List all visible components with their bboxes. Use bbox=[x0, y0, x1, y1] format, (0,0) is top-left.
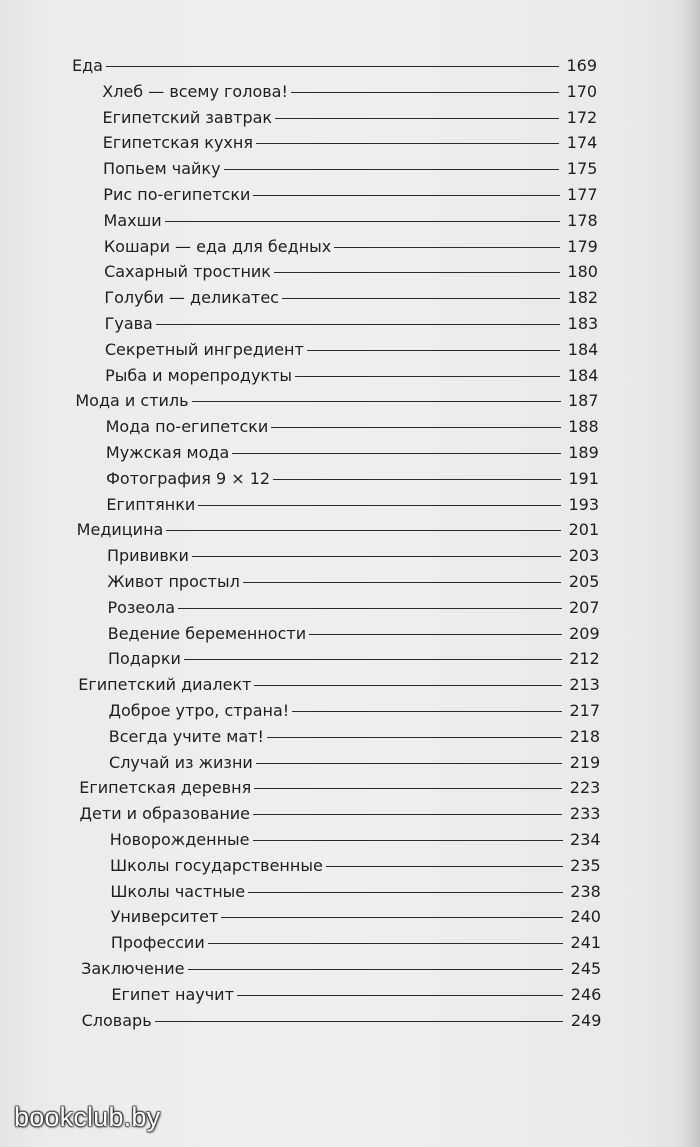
toc-entry-title: Фотография 9 × 12 bbox=[106, 468, 271, 488]
toc-leader-line bbox=[273, 479, 561, 480]
toc-entry-title: Прививки bbox=[106, 546, 189, 566]
toc-subsection bbox=[102, 82, 597, 108]
toc-entry-title: Ведение беременности bbox=[107, 623, 307, 643]
toc-entry-title: Мода по-египетски bbox=[105, 417, 269, 437]
toc-leader-line bbox=[253, 814, 562, 815]
toc-entry-title: Еда bbox=[72, 56, 103, 75]
toc-subsection bbox=[105, 340, 598, 366]
toc-entry-title: Профессии bbox=[110, 933, 205, 953]
toc-leader-line bbox=[243, 582, 562, 583]
toc-page-number: 238 bbox=[570, 881, 601, 901]
toc-page-number: 189 bbox=[568, 443, 599, 462]
toc-entry-title: Подарки bbox=[107, 649, 181, 669]
toc-section bbox=[77, 520, 599, 546]
toc-leader-line bbox=[291, 92, 559, 93]
toc-subsection bbox=[109, 753, 600, 779]
toc-entry-title: Попьем чайку bbox=[103, 159, 221, 179]
toc-leader-line bbox=[253, 195, 559, 196]
toc-leader-line bbox=[156, 324, 560, 325]
toc-entry-title: Живот простыл bbox=[107, 572, 240, 591]
toc-page-number: 209 bbox=[569, 623, 600, 643]
toc-entry-title: Розеола bbox=[107, 597, 176, 617]
toc-leader-line bbox=[254, 685, 561, 686]
toc-entry-title: Мода и стиль bbox=[75, 391, 189, 411]
toc-entry-title: Доброе утро, страна! bbox=[108, 701, 290, 720]
toc-entry-title: Сахарный тростник bbox=[104, 262, 271, 282]
toc-page-number: 235 bbox=[570, 855, 601, 875]
toc-page-number: 241 bbox=[570, 933, 602, 953]
toc-leader-line bbox=[192, 401, 561, 402]
toc-subsection bbox=[103, 159, 597, 185]
toc-leader-line bbox=[232, 453, 561, 454]
toc-subsection bbox=[107, 572, 599, 598]
toc-subsection bbox=[104, 211, 598, 237]
toc-leader-line bbox=[248, 892, 563, 893]
toc-leader-line bbox=[253, 840, 563, 841]
toc-page-number: 188 bbox=[568, 417, 599, 437]
toc-page-number: 201 bbox=[568, 520, 600, 540]
toc-entry-title: Египтянки bbox=[106, 494, 196, 514]
toc-subsection bbox=[111, 907, 601, 933]
toc-subsection bbox=[107, 546, 599, 572]
toc-section bbox=[75, 391, 598, 417]
toc-entry-title: Египетский завтрак bbox=[102, 107, 273, 127]
toc-entry-title: Заключение bbox=[81, 959, 185, 978]
toc-page-number: 217 bbox=[569, 701, 600, 720]
toc-subsection bbox=[104, 262, 598, 288]
toc-subsection bbox=[104, 288, 598, 314]
toc-leader-line bbox=[155, 1021, 564, 1022]
toc-leader-line bbox=[221, 917, 563, 918]
toc-subsection bbox=[111, 985, 601, 1011]
toc-subsection bbox=[105, 366, 598, 392]
toc-subsection bbox=[106, 495, 599, 521]
toc-page-number: 179 bbox=[567, 236, 598, 256]
toc-subsection bbox=[108, 624, 600, 650]
toc-leader-line bbox=[106, 66, 559, 67]
toc-entry-title: Университет bbox=[110, 907, 219, 927]
toc-entry-title: Махши bbox=[103, 210, 162, 230]
toc-entry-title: Египетская кухня bbox=[102, 133, 253, 153]
toc-leader-line bbox=[292, 711, 562, 712]
toc-leader-line bbox=[282, 298, 560, 299]
toc-entry-title: Голуби — деликатес bbox=[104, 288, 279, 308]
toc-subsection bbox=[111, 933, 601, 959]
toc-leader-line bbox=[326, 866, 563, 867]
toc-entry-title: Секретный ингредиент bbox=[104, 339, 304, 359]
toc-leader-line bbox=[307, 350, 561, 351]
toc-page-number: 245 bbox=[570, 959, 602, 978]
toc-page-number: 183 bbox=[567, 314, 599, 333]
toc-subsection bbox=[103, 108, 598, 134]
toc-subsection bbox=[103, 185, 597, 211]
toc-entry-title: Школы государственные bbox=[110, 855, 323, 875]
toc-entry-title: Дети и образование bbox=[79, 804, 251, 824]
toc-leader-line bbox=[224, 169, 560, 170]
toc-subsection bbox=[105, 314, 599, 340]
toc-page-number: 170 bbox=[566, 81, 598, 101]
toc-page-number: 182 bbox=[567, 288, 599, 308]
toc-page-number: 177 bbox=[567, 185, 598, 204]
toc-subsection bbox=[104, 237, 598, 263]
page-spine-shadow bbox=[678, 0, 700, 1147]
toc-subsection bbox=[110, 830, 601, 856]
toc-leader-line bbox=[184, 659, 562, 660]
toc-entry-title: Медицина bbox=[76, 520, 164, 540]
toc-page-number: 172 bbox=[566, 107, 598, 127]
toc-page-number: 203 bbox=[568, 546, 600, 566]
toc-page-number: 240 bbox=[570, 907, 601, 927]
toc-section bbox=[80, 804, 601, 830]
toc-entry-title: Словарь bbox=[81, 1010, 152, 1030]
toc-section bbox=[72, 56, 597, 82]
toc-entry-title: Египетский диалект bbox=[78, 675, 252, 695]
toc-leader-line bbox=[256, 143, 559, 144]
toc-entry-title: Случай из жизни bbox=[109, 752, 253, 772]
watermark: bookclub.by bbox=[14, 1102, 161, 1132]
toc-leader-line bbox=[271, 427, 560, 428]
toc-leader-line bbox=[166, 530, 561, 531]
toc-entry-title: Новорожденные bbox=[109, 830, 250, 849]
toc-page-number: 193 bbox=[568, 494, 600, 514]
toc-leader-line bbox=[198, 505, 561, 506]
toc-subsection bbox=[106, 469, 599, 495]
toc-page-number: 246 bbox=[570, 984, 602, 1004]
toc-page-number: 207 bbox=[568, 597, 600, 617]
toc-leader-line bbox=[188, 969, 564, 970]
toc-entry-title: Школы частные bbox=[110, 881, 246, 901]
toc-leader-line bbox=[237, 995, 563, 996]
toc-page-number: 184 bbox=[567, 339, 599, 359]
toc-leader-line bbox=[256, 763, 562, 764]
toc-page-number: 223 bbox=[569, 778, 601, 798]
toc-page-number: 174 bbox=[566, 133, 598, 153]
toc-page-number: 205 bbox=[568, 572, 600, 591]
toc-page-number: 218 bbox=[569, 726, 601, 746]
toc-entry-title: Мужская мода bbox=[105, 443, 230, 462]
toc-leader-line bbox=[254, 788, 562, 789]
toc-page-number: 249 bbox=[570, 1010, 602, 1030]
toc-entry-title: Гуава bbox=[104, 314, 153, 333]
toc-subsection bbox=[106, 443, 599, 469]
toc-page-number: 233 bbox=[569, 804, 601, 824]
toc-leader-line bbox=[334, 247, 560, 248]
toc-entry-title: Хлеб — всему голова! bbox=[102, 81, 288, 101]
toc-leader-line bbox=[192, 556, 561, 557]
toc-page-number: 178 bbox=[567, 210, 598, 230]
toc-page-number: 213 bbox=[569, 675, 600, 695]
toc-page-number: 184 bbox=[567, 365, 599, 385]
toc-page-number: 234 bbox=[570, 830, 601, 849]
toc-section bbox=[81, 959, 601, 985]
toc-subsection bbox=[109, 701, 601, 727]
toc-leader-line bbox=[208, 943, 563, 944]
toc-subsection bbox=[106, 417, 599, 443]
toc-entry-title: Всегда учите мат! bbox=[108, 726, 264, 746]
toc-leader-line bbox=[267, 737, 562, 738]
toc-section bbox=[82, 1011, 602, 1037]
toc-subsection bbox=[110, 856, 601, 882]
toc-entry-title: Кошари — еда для бедных bbox=[103, 236, 332, 256]
toc-page-number: 212 bbox=[569, 649, 600, 669]
toc-subsection bbox=[109, 727, 600, 753]
toc-subsection bbox=[108, 649, 600, 675]
toc-section bbox=[78, 675, 600, 701]
toc-entry-title: Рыба и морепродукты bbox=[105, 365, 293, 385]
toc-leader-line bbox=[165, 221, 560, 222]
toc-page-number: 187 bbox=[568, 391, 599, 411]
toc-entry-title: Египет научит bbox=[111, 984, 234, 1004]
toc-section bbox=[79, 778, 600, 804]
toc-page-number: 219 bbox=[569, 752, 601, 772]
toc-leader-line bbox=[309, 634, 562, 635]
toc-leader-line bbox=[295, 376, 560, 377]
toc-subsection bbox=[103, 133, 598, 159]
toc-page-number: 175 bbox=[566, 159, 598, 179]
toc-leader-line bbox=[274, 272, 560, 273]
toc-entry-title: Рис по-египетски bbox=[103, 185, 251, 204]
toc-page-number: 169 bbox=[566, 56, 597, 75]
toc-entry-title: Египетская деревня bbox=[79, 778, 252, 798]
toc-page-number: 180 bbox=[567, 262, 598, 282]
toc-leader-line bbox=[275, 118, 559, 119]
toc-subsection bbox=[107, 598, 599, 624]
toc-leader-line bbox=[178, 608, 561, 609]
toc-page-number: 191 bbox=[568, 468, 599, 488]
toc-subsection bbox=[110, 882, 601, 908]
